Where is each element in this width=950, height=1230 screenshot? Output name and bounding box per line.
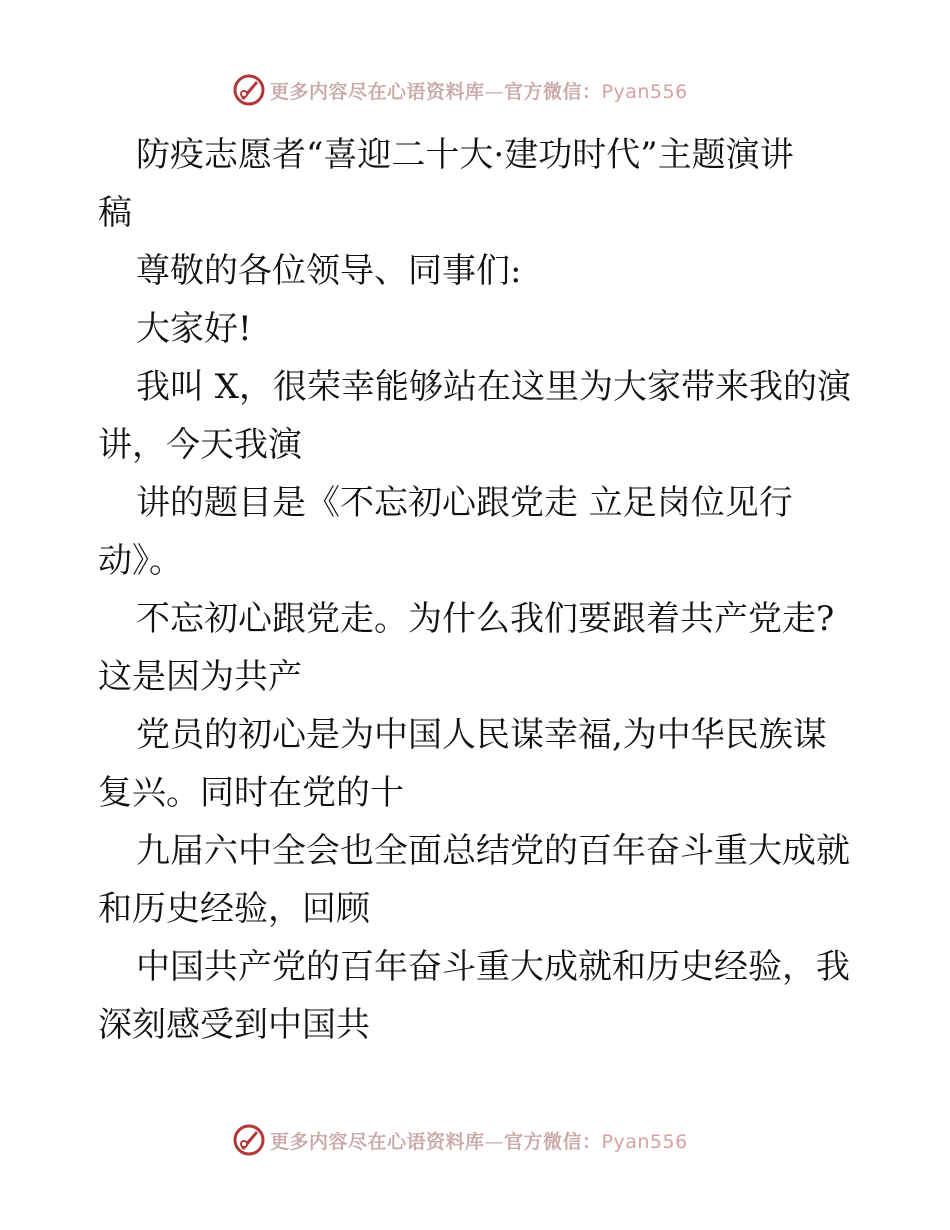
- watermark-label: 官方微信：: [504, 80, 602, 103]
- paragraph-line: 九届六中全会也全面总结党的百年奋斗重大成就: [136, 831, 850, 871]
- paragraph-line: 这是因为共产: [98, 657, 302, 697]
- paragraph-line: 我叫 X，很荣幸能够站在这里为大家带来我的演: [136, 367, 852, 407]
- document-body: [98, 126, 858, 1054]
- paragraph-line: 中国共产党的百年奋斗重大成就和历史经验，我: [136, 947, 850, 987]
- header-watermark: [232, 72, 732, 108]
- watermark-site: 更多内容尽在心语资料库: [270, 1130, 485, 1153]
- title-line-1: 防疫志愿者“喜迎二十大·建功时代”主题演讲: [136, 135, 794, 175]
- greeting: 大家好!: [136, 309, 252, 349]
- watermark-wechat: Pyan556: [601, 1130, 688, 1153]
- watermark-wechat: Pyan556: [601, 80, 688, 103]
- salutation: 尊敬的各位领导、同事们:: [136, 251, 522, 291]
- paragraph-line: 讲，今天我演: [98, 425, 302, 465]
- watermark-text: [270, 77, 688, 104]
- paragraph-line: 复兴。同时在党的十: [98, 773, 404, 813]
- quill-logo-icon: [232, 1123, 266, 1157]
- paragraph-line: 不忘初心跟党走。为什么我们要跟着共产党走?: [136, 599, 835, 639]
- watermark-label: 官方微信：: [504, 1130, 602, 1153]
- quill-logo-icon: [232, 73, 266, 107]
- paragraph-line: 深刻感受到中国共: [98, 1005, 370, 1045]
- watermark-separator: —: [484, 80, 505, 103]
- watermark-text: [270, 1127, 688, 1154]
- paragraph-line: 和历史经验，回顾: [98, 889, 370, 929]
- footer-watermark: [232, 1122, 732, 1158]
- watermark-site: 更多内容尽在心语资料库: [270, 80, 485, 103]
- paragraph-line: 动》。: [98, 541, 183, 581]
- watermark-separator: —: [484, 1130, 505, 1153]
- paragraph-line: 党员的初心是为中国人民谋幸福,为中华民族谋: [136, 715, 827, 755]
- title-line-2: 稿: [98, 193, 132, 233]
- paragraph-line: 讲的题目是《不忘初心跟党走 立足岗位见行: [136, 483, 793, 523]
